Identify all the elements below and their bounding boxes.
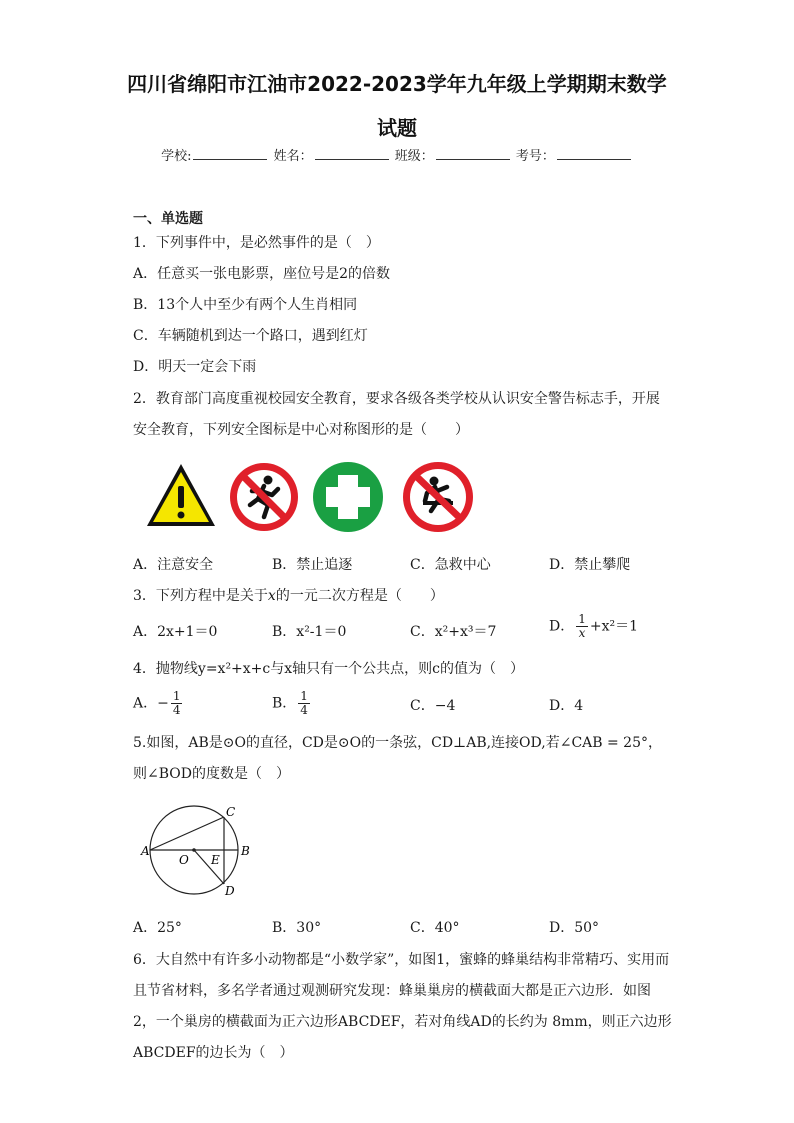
school-label: 学校: bbox=[161, 149, 192, 164]
q1-option-a: A．任意买一张电影票，座位号是2的倍数 bbox=[133, 266, 391, 282]
q3-d-numerator: 1 bbox=[578, 612, 586, 626]
q3-option-d-rest: +x²＝1 bbox=[589, 618, 639, 635]
q4-option-b-label: B． bbox=[272, 695, 297, 712]
q4-option-b-fraction bbox=[298, 690, 310, 717]
q6-line1: 6．大自然中有许多小动物都是“小数学家”，如图1，蜜蜂的蜂巢结构非常精巧、实用而 bbox=[133, 952, 670, 968]
q3-d-denominator: x bbox=[578, 626, 586, 640]
q6-line3: 2，一个巢房的横截面为正六边形ABCDEF，若对角线AD的长约为 8mm，则正六边形 bbox=[133, 1014, 672, 1030]
q3-option-d-label: D． bbox=[549, 618, 575, 635]
q5-option-d: D．50° bbox=[549, 920, 600, 936]
q4-option-b bbox=[272, 690, 312, 717]
q4-option-a-label: A．− bbox=[133, 695, 169, 712]
name-label: 姓名： bbox=[273, 149, 313, 164]
circle-geometry-figure bbox=[133, 802, 263, 902]
class-label: 班级： bbox=[394, 149, 434, 164]
q4-a-numerator: 1 bbox=[172, 689, 181, 703]
warning-triangle-icon bbox=[145, 462, 217, 528]
point-label-c: C bbox=[226, 805, 236, 819]
point-label-o: O bbox=[179, 853, 189, 867]
q4-option-a-fraction bbox=[171, 690, 183, 717]
q6-line4: ABCDEF的边长为（ ） bbox=[133, 1045, 294, 1061]
q2-option-a: A．注意安全 bbox=[133, 557, 214, 573]
q2-stem-line1: 2．教育部门高度重视校园安全教育，要求各级各类学校从认识安全警告标志手，开展 bbox=[133, 391, 660, 407]
q2-stem-line2: 安全教育，下列安全图标是中心对称图形的是（ ） bbox=[133, 422, 469, 438]
q4-option-d: D．4 bbox=[549, 698, 584, 714]
class-blank bbox=[436, 147, 510, 160]
q1-option-d: D．明天一定会下雨 bbox=[133, 359, 257, 375]
q2-option-d: D．禁止攀爬 bbox=[549, 557, 631, 573]
no-climbing-icon bbox=[401, 461, 475, 533]
q3-stem-post: 的一元二次方程是（ ） bbox=[275, 588, 444, 604]
q5-option-b: B．30° bbox=[272, 920, 322, 936]
q3-option-a: A．2x+1＝0 bbox=[133, 624, 218, 640]
q3-option-d-fraction bbox=[576, 613, 588, 640]
exam-no-label: 考号： bbox=[515, 149, 555, 164]
q5-stem-line2: 则∠BOD的度数是（ ） bbox=[133, 766, 290, 782]
q4-option-c: C．−4 bbox=[410, 698, 456, 714]
point-label-e: E bbox=[211, 853, 220, 867]
q3-stem bbox=[133, 587, 444, 605]
no-running-icon bbox=[228, 461, 300, 533]
q2-option-b: B．禁止追逐 bbox=[272, 557, 353, 573]
q3-option-c-expr: x²+x³＝7 bbox=[434, 624, 497, 640]
q4-stem: 4．抛物线y=x²+x+c与x轴只有一个公共点，则c的值为（ ） bbox=[133, 661, 524, 677]
q3-option-c bbox=[410, 623, 496, 641]
exam-no-blank bbox=[557, 147, 631, 160]
point-label-a: A bbox=[141, 844, 150, 858]
first-aid-cross-icon bbox=[311, 461, 385, 533]
page-title-line1: 四川省绵阳市江油市2022-2023学年九年级上学期期末数学 bbox=[127, 72, 667, 96]
school-blank bbox=[193, 147, 267, 160]
point-label-d: D bbox=[225, 884, 235, 898]
name-blank bbox=[315, 147, 389, 160]
q3-option-b-expr: x²-1＝0 bbox=[296, 624, 347, 640]
q2-option-c: C．急救中心 bbox=[410, 557, 491, 573]
q1-option-c: C．车辆随机到达一个路口，遇到红灯 bbox=[133, 328, 368, 344]
q4-b-numerator: 1 bbox=[300, 689, 308, 703]
section-title: 一、单选题 bbox=[133, 211, 203, 227]
page-title-line2: 试题 bbox=[377, 116, 417, 140]
q4-b-denominator: 4 bbox=[300, 703, 308, 717]
q6-line2: 且节省材料，多名学者通过观测研究发现：蜂巢巢房的横截面大都是正六边形．如图 bbox=[133, 983, 651, 999]
q1-stem: 1．下列事件中，是必然事件的是（ ） bbox=[133, 235, 380, 251]
q3-stem-pre: 3．下列方程中是关于 bbox=[133, 588, 268, 604]
q3-option-d bbox=[549, 613, 638, 640]
q1-option-b: B．13个人中至少有两个人生肖相同 bbox=[133, 297, 358, 313]
q5-stem-line1: 5.如图，AB是⊙O的直径，CD是⊙O的一条弦，CD⊥AB,连接OD,若∠CAB = 25°， bbox=[133, 735, 662, 751]
q5-option-a: A．25° bbox=[133, 920, 182, 936]
q3-option-b-label: B． bbox=[272, 624, 297, 640]
student-info-line bbox=[0, 145, 794, 164]
point-label-b: B bbox=[241, 844, 250, 858]
q3-stem-var: x bbox=[267, 588, 276, 604]
q4-a-denominator: 4 bbox=[172, 703, 181, 717]
q5-option-c: C．40° bbox=[410, 920, 460, 936]
q3-option-b bbox=[272, 623, 346, 641]
q4-option-a bbox=[133, 690, 184, 717]
q3-option-c-label: C． bbox=[410, 624, 435, 640]
